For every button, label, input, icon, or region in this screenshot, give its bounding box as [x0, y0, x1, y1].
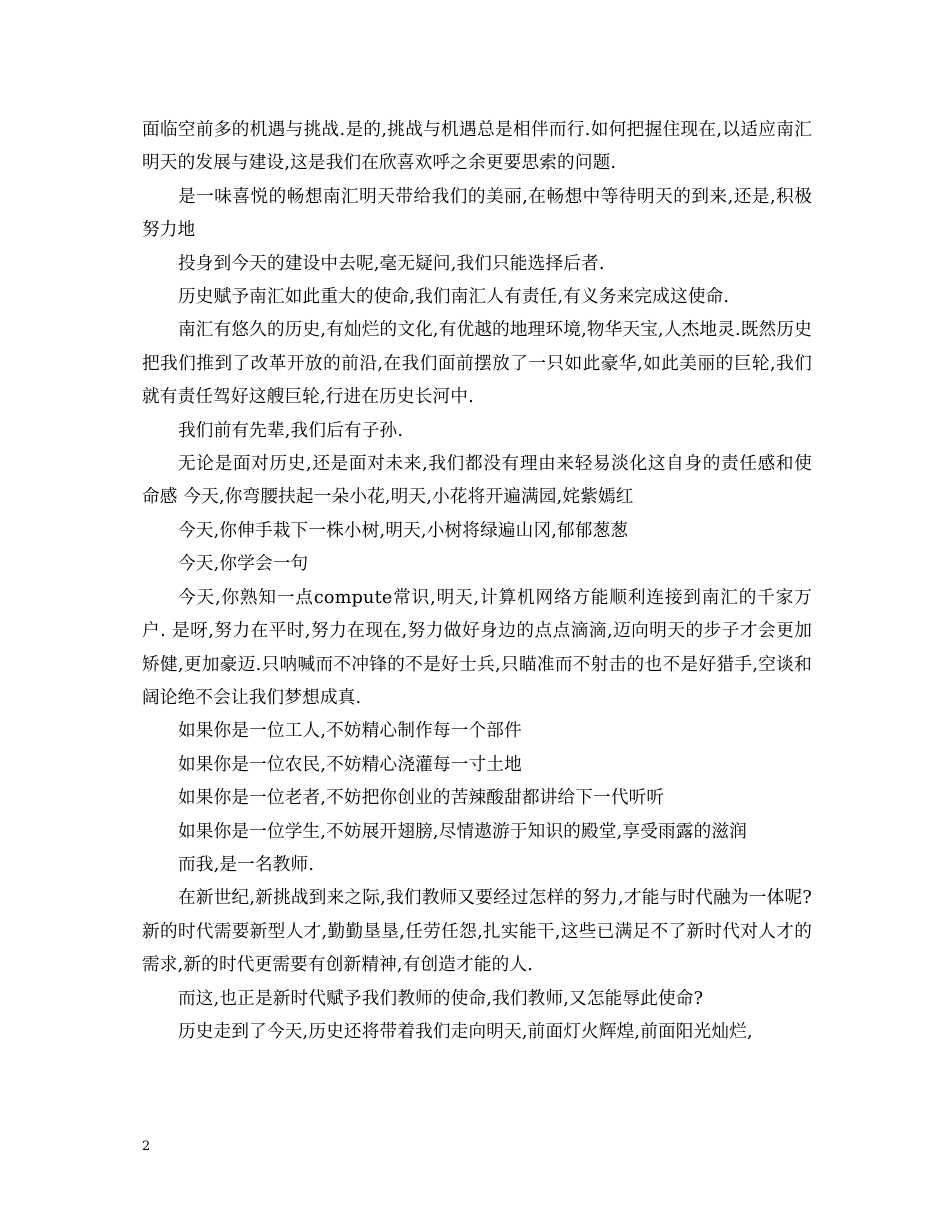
- paragraph: 我们前有先辈,我们后有子孙.: [178, 420, 404, 441]
- paragraph: 如果你是一位学生,不妨展开翅膀,尽情遨游于知识的殿堂,享受雨露的滋润: [178, 821, 747, 842]
- paragraph: 无论是面对历史,还是面对未来,我们都没有理由来轻易淡化这自身的责任感和使命感 今天,你弯腰扶起一朵小花,明天,小花将开遍满园,姹紫嫣红: [142, 454, 812, 508]
- document-body: [142, 114, 812, 1049]
- paragraph: 在新世纪,新挑战到来之际,我们教师又要经过怎样的努力,才能与时代融为一体呢? 新的时代需要新型人才,勤勤垦垦,任劳任怨,扎实能干,这些已满足不了新时代对人才的需求,新的时代更需要有创新精神,有创造才能的人.: [142, 888, 812, 976]
- paragraph: 如果你是一位农民,不妨精心浇灌每一寸土地: [178, 754, 522, 775]
- paragraph: 而我,是一名教师.: [178, 854, 315, 875]
- paragraph: 历史赋予南汇如此重大的使命,我们南汇人有责任,有义务来完成这使命.: [178, 287, 730, 308]
- paragraph: 今天,你熟知一点compute常识,明天,计算机网络方能顺利连接到南汇的千家万户. 是呀,努力在平时,努力在现在,努力做好身边的点点滴滴,迈向明天的步子才会更加矫健,更加豪迈.只呐喊而不冲锋的不是好士兵,只瞄准而不射击的也不是好猎手,空谈和阔论绝不会让我们梦想成真.: [142, 587, 812, 708]
- paragraph: 投身到今天的建设中去呢,毫无疑问,我们只能选择后者.: [178, 253, 605, 274]
- paragraph: 南汇有悠久的历史,有灿烂的文化,有优越的地理环境,物华天宝,人杰地灵.既然历史把我们推到了改革开放的前沿,在我们面前摆放了一只如此豪华,如此美丽的巨轮,我们就有责任驾好这艘巨轮,行进在历史长河中.: [142, 320, 812, 408]
- paragraph: 如果你是一位工人,不妨精心制作每一个部件: [178, 721, 522, 742]
- paragraph: 面临空前多的机遇与挑战.是的,挑战与机遇总是相伴而行.如何把握住现在,以适应南汇明天的发展与建设,这是我们在欣喜欢呼之余更要思索的问题.: [142, 120, 812, 174]
- page-number: 2: [142, 1139, 151, 1154]
- paragraph: 历史走到了今天,历史还将带着我们走向明天,前面灯火辉煌,前面阳光灿烂,: [178, 1021, 753, 1042]
- paragraph: 是一味喜悦的畅想南汇明天带给我们的美丽,在畅想中等待明天的到来,还是,积极努力地: [142, 186, 812, 241]
- paragraph: 今天,你学会一句: [178, 554, 309, 575]
- paragraph: 如果你是一位老者,不妨把你创业的苦辣酸甜都讲给下一代听听: [178, 788, 665, 809]
- paragraph: 今天,你伸手栽下一株小树,明天,小树将绿遍山冈,郁郁葱葱: [178, 520, 629, 541]
- paragraph: 而这,也正是新时代赋予我们教师的使命,我们教师,又怎能辱此使命?: [178, 988, 704, 1009]
